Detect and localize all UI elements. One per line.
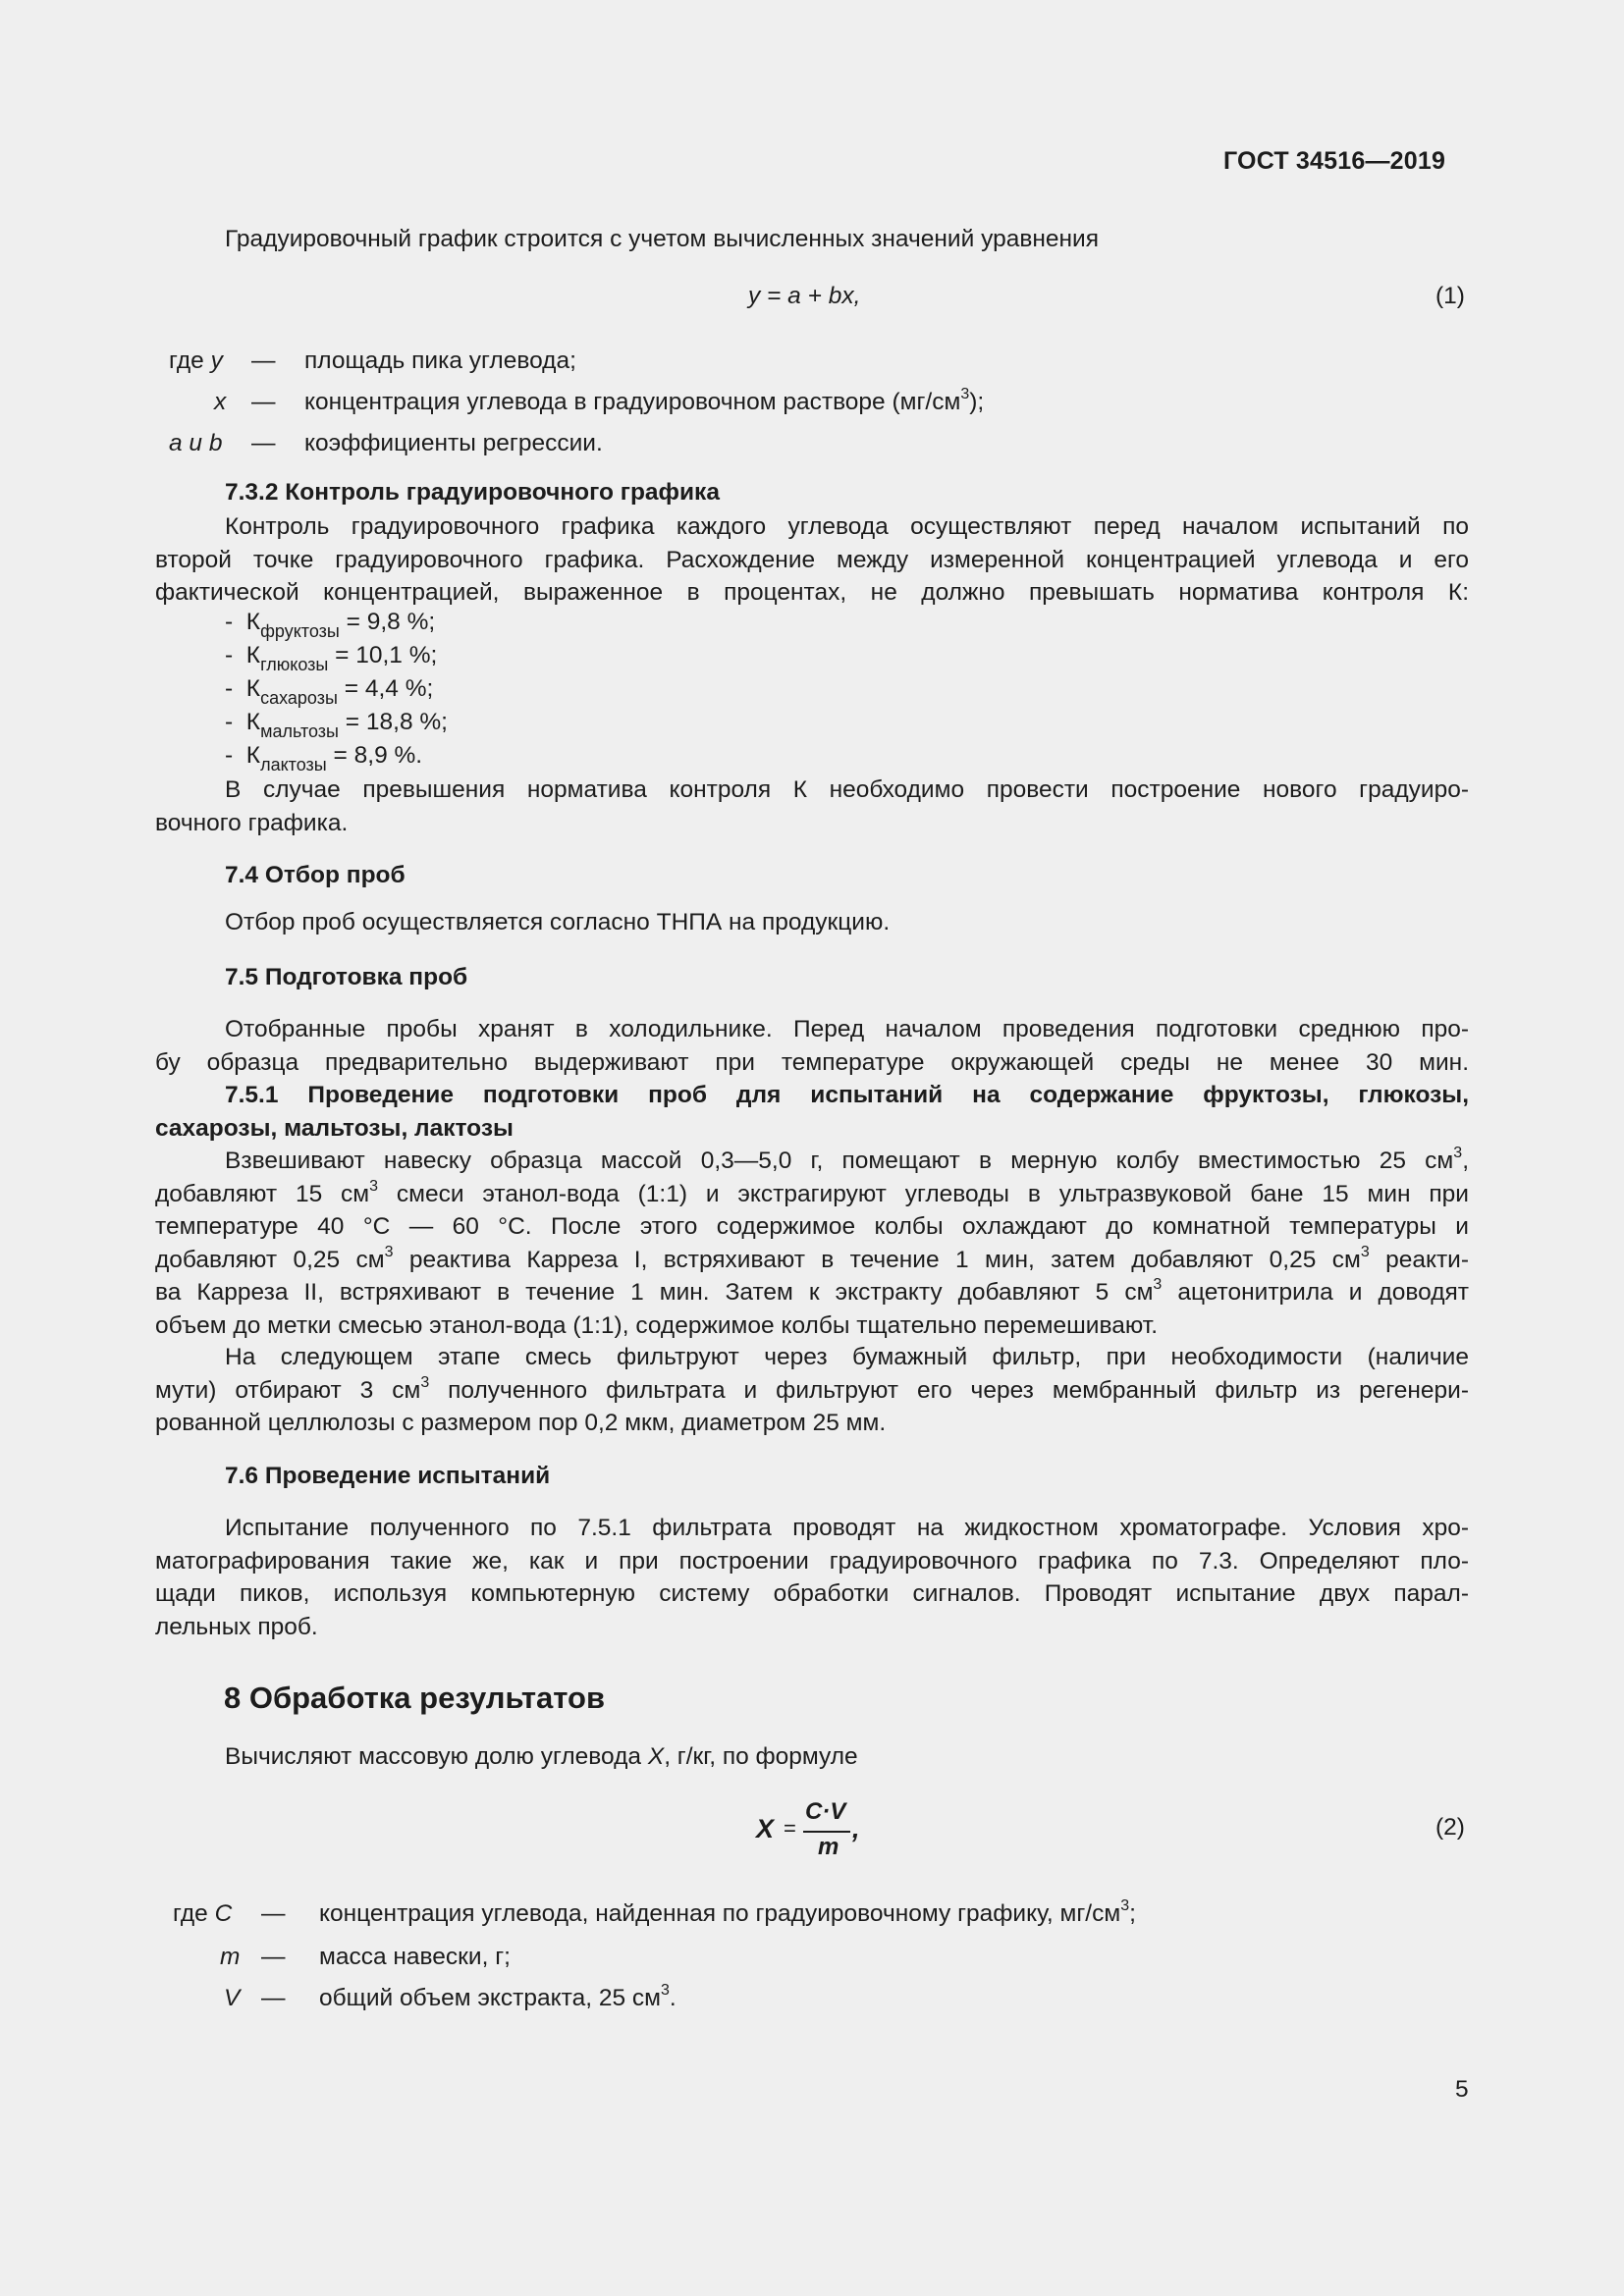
section-heading-7-4: 7.4 Отбор проб — [225, 862, 406, 888]
paragraph-7-5-1-b — [155, 1341, 1469, 1440]
legend-symbol: a и b — [169, 430, 223, 456]
section-heading-7-5: 7.5 Подготовка проб — [225, 964, 468, 990]
text-line: В случае превышения норматива контроля К необходимо провести построение нового градуиро- — [225, 776, 1469, 803]
section-heading-7-3-2: 7.3.2 Контроль градуировочного графика — [225, 479, 720, 506]
text-line — [155, 1374, 1469, 1408]
text-line: лельных проб. — [155, 1613, 318, 1640]
paragraph-7-6 — [155, 1512, 1469, 1643]
text-span: ацетонитрила и доводят — [1162, 1279, 1469, 1306]
k-symbol: К — [245, 742, 261, 769]
k-symbol: К — [245, 709, 261, 735]
text-span: полученного фильтрата и фильтруют его через мембранный фильтр из регенери- — [429, 1376, 1469, 1404]
subscript: лактозы — [260, 755, 327, 774]
heading-line: 7.5.1 Проведение подготовки проб для испытаний на содержание фруктозы, глюкозы, — [225, 1082, 1469, 1108]
list-item — [225, 675, 434, 708]
paragraph-7-3-2 — [155, 510, 1469, 610]
superscript: 3 — [1153, 1276, 1163, 1293]
legend-dash: — — [261, 1900, 286, 1927]
text-span: , г/кг, по формуле — [664, 1743, 858, 1770]
text-line: рованной целлюлозы с размером пор 0,2 мкм, диаметром 25 мм. — [155, 1410, 887, 1436]
text-line: Отобранные пробы хранят в холодильнике. Перед началом проведения подготовки среднюю про- — [225, 1016, 1469, 1042]
legend-dash: — — [251, 389, 276, 415]
list-bullet: - — [225, 642, 234, 668]
text-line — [155, 1276, 1469, 1309]
text-line — [155, 1178, 1469, 1211]
text-line: Испытание полученного по 7.5.1 фильтрата проводят на жидкостном хроматографе. Условия хро- — [225, 1515, 1469, 1541]
paragraph-7-4: Отбор проб осуществляется согласно ТНПА на продукцию. — [225, 909, 891, 935]
superscript: 3 — [960, 386, 970, 402]
superscript: 3 — [420, 1373, 430, 1391]
text-span: ва Карреза II, встряхивают в течение 1 мин. Затем к экстракту добавляют 5 см — [155, 1279, 1154, 1306]
fraction-bar — [803, 1831, 850, 1833]
text-line: второй точке градуировочного графика. Расхождение между измеренной концентрацией углевода и его — [155, 546, 1469, 573]
legend-text: площадь пика углевода; — [304, 347, 576, 374]
heading-line: сахарозы, мальтозы, лактозы — [155, 1114, 514, 1142]
subscript: глюкозы — [260, 655, 329, 674]
formula-denominator: m — [818, 1834, 839, 1860]
formula-1: y = a + bx, — [748, 283, 861, 309]
list-item — [225, 742, 423, 774]
text-line: щади пиков, используя компьютерную систему обработки сигналов. Проводят испытание двух парал- — [155, 1580, 1469, 1607]
legend-symbol: y — [210, 347, 223, 374]
text-span: Взвешивают навеску образца массой 0,3—5,0 г, помещают в мерную колбу вместимостью 25 см — [225, 1148, 1454, 1174]
legend-tail: ); — [969, 389, 985, 415]
text-line: Контроль градуировочного графика каждого углевода осуществляют перед началом испытаний по — [225, 513, 1469, 540]
list-item — [225, 709, 448, 741]
text-line: фактической концентрацией, выраженное в процентах, не должно превышать норматива контроля К: — [155, 579, 1469, 606]
legend-text: масса навески, г; — [319, 1944, 511, 1970]
variable: X — [647, 1743, 665, 1770]
legend-tail: . — [669, 1985, 677, 2011]
list-bullet: - — [225, 675, 234, 702]
text-span: смеси этанол-вода (1:1) и экстрагируют углеводы в ультразвуковой бане 15 мин при — [378, 1180, 1469, 1207]
section-heading-8: 8 Обработка результатов — [224, 1681, 606, 1715]
paragraph-7-5 — [155, 1013, 1469, 1079]
subscript: сахарозы — [260, 688, 338, 708]
text-line: На следующем этапе смесь фильтруют через бумажный фильтр, при необходимости (наличие — [225, 1344, 1469, 1370]
legend-text: концентрация углевода, найденная по градуировочному графику, мг/см — [319, 1900, 1121, 1927]
subscript: мальтозы — [260, 721, 339, 741]
text-line: объем до метки смесью этанол-вода (1:1), содержимое колбы тщательно перемешивают. — [155, 1311, 1158, 1339]
formula-numerator: C·V — [805, 1798, 846, 1825]
legend-prefix: где — [169, 347, 204, 374]
intro-text: Градуировочный график строится с учетом вычисленных значений уравнения — [225, 226, 1099, 252]
text-line — [155, 1145, 1469, 1178]
list-value: = 8,9 %. — [326, 742, 423, 769]
legend-symbol: V — [224, 1985, 241, 2011]
paragraph-8-intro — [225, 1743, 858, 1771]
legend-symbol: C — [214, 1900, 233, 1927]
formula-2 — [754, 1798, 901, 1867]
list-bullet: - — [225, 609, 234, 635]
paragraph-7-3-2-note — [155, 774, 1469, 839]
text-span: добавляют 15 см — [155, 1180, 370, 1207]
superscript: 3 — [660, 1982, 670, 1999]
superscript: 3 — [369, 1177, 379, 1195]
page-number: 5 — [1455, 2076, 1469, 2103]
text-line: температуре 40 °С — 60 °С. После этого содержимое колбы охлаждают до комнатной температуры и — [155, 1213, 1469, 1240]
text-span: добавляют 0,25 см — [155, 1246, 385, 1273]
legend-symbol: x — [214, 389, 227, 415]
text-line: бу образца предварительно выдерживают при температуре окружающей среды не менее 30 мин. — [155, 1048, 1469, 1076]
legend-prefix: где — [173, 1900, 208, 1927]
superscript: 3 — [1360, 1243, 1370, 1260]
section-heading-7-6: 7.6 Проведение испытаний — [225, 1463, 551, 1489]
document-code: ГОСТ 34516—2019 — [1223, 147, 1446, 175]
paragraph-7-5-1-a — [155, 1145, 1469, 1342]
formula-equals: = — [784, 1816, 796, 1841]
legend-text: коэффициенты регрессии. — [304, 430, 603, 456]
list-item — [225, 642, 438, 674]
legend-dash: — — [261, 1985, 286, 2011]
legend-dash: — — [261, 1944, 286, 1970]
superscript: 3 — [384, 1243, 394, 1260]
k-symbol: К — [245, 609, 261, 635]
text-span: реакти- — [1369, 1246, 1469, 1273]
legend-dash: — — [251, 430, 276, 456]
text-line: вочного графика. — [155, 809, 349, 836]
subscript: фруктозы — [260, 621, 340, 641]
list-bullet: - — [225, 742, 234, 769]
text-span: мути) отбирают 3 см — [155, 1376, 421, 1404]
text-span: реактива Карреза I, встряхивают в течение 1 мин, затем добавляют 0,25 см — [393, 1246, 1361, 1273]
list-value: = 4,4 %; — [337, 675, 434, 702]
list-bullet: - — [225, 709, 234, 735]
list-value: = 10,1 %; — [328, 642, 438, 668]
text-span: , — [1462, 1148, 1469, 1174]
legend-text: общий объем экстракта, 25 см — [319, 1985, 661, 2011]
legend-text: концентрация углевода в градуировочном растворе (мг/см — [304, 389, 961, 415]
text-span: Вычисляют массовую долю углевода — [225, 1743, 648, 1770]
text-line — [155, 1244, 1469, 1277]
formula-lhs: X — [756, 1814, 775, 1843]
legend-dash: — — [251, 347, 276, 374]
legend-tail: ; — [1129, 1900, 1136, 1927]
list-value: = 18,8 %; — [338, 709, 448, 735]
formula-2-number: (2) — [1435, 1814, 1465, 1841]
superscript: 3 — [1120, 1897, 1130, 1914]
superscript: 3 — [1453, 1145, 1463, 1161]
formula-1-number: (1) — [1435, 283, 1465, 309]
list-value: = 9,8 %; — [339, 609, 436, 635]
k-symbol: К — [245, 675, 261, 702]
formula-comma: , — [852, 1814, 860, 1843]
list-item — [225, 609, 436, 641]
k-symbol: К — [245, 642, 261, 668]
section-heading-7-5-1 — [155, 1079, 1469, 1145]
text-line: матографирования такие же, как и при построении градуировочного графика по 7.3. Определяют пло- — [155, 1547, 1469, 1575]
legend-symbol: m — [220, 1944, 241, 1970]
